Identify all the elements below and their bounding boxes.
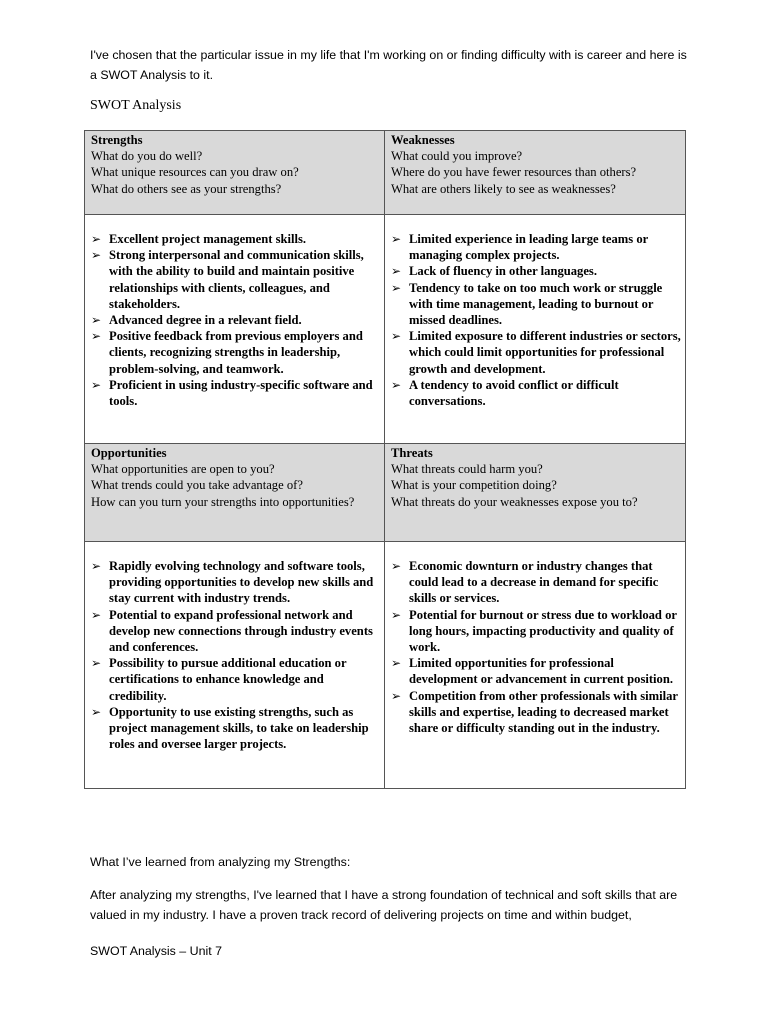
arrow-bullet-icon: ➢ — [391, 280, 402, 295]
swot-table — [84, 130, 686, 789]
arrow-bullet-icon: ➢ — [391, 656, 402, 671]
opportunities-question: What trends could you take advantage of? — [91, 478, 303, 493]
opportunities-header-cell — [85, 444, 385, 542]
intro-paragraph: I've chosen that the particular issue in my life that I'm working on or finding difficulty with is career and here is a SWOT Analysis to it. — [90, 48, 687, 82]
list-item: ➢ Opportunity to use existing strengths, such as project management skills, to take on leadership roles and oversee larger projects. — [91, 704, 369, 752]
opportunities-question: What opportunities are open to you? — [91, 462, 275, 477]
weaknesses-header-cell — [385, 131, 686, 215]
arrow-bullet-icon: ➢ — [91, 248, 102, 263]
list-item: ➢ Limited experience in leading large teams or managing complex projects. — [391, 232, 649, 263]
list-item: ➢ Positive feedback from previous employers and clients, recognizing strengths in leadership, problem-solving, and teamwork. — [91, 329, 363, 376]
arrow-bullet-icon: ➢ — [91, 313, 102, 328]
arrow-bullet-icon: ➢ — [91, 607, 102, 622]
arrow-bullet-icon: ➢ — [91, 232, 102, 246]
list-item: ➢ Possibility to pursue additional education or certifications to enhance knowledge and credibility. — [91, 656, 347, 703]
strengths-question: What do you do well? — [91, 149, 203, 164]
list-item: ➢ Advanced degree in a relevant field. — [91, 313, 302, 328]
list-item: ➢ Potential for burnout or stress due to workload or long hours, impacting productivity and quality of work. — [391, 607, 677, 655]
threats-header-cell — [385, 444, 686, 542]
weaknesses-question: What could you improve? — [391, 149, 523, 164]
list-item: ➢ Potential to expand professional network and develop new connections through industry events and conferences. — [91, 607, 373, 655]
opportunities-question: How can you turn your strengths into opportunities? — [91, 494, 355, 509]
list-item: ➢ Economic downturn or industry changes that could lead to a decrease in demand for specific skills or services. — [391, 559, 659, 606]
arrow-bullet-icon: ➢ — [91, 329, 102, 344]
list-item: ➢ Competition from other professionals with similar skills and expertise, leading to decreased market share or difficulty standing out in the industry. — [391, 688, 678, 736]
arrow-bullet-icon: ➢ — [391, 329, 402, 344]
list-item: ➢ Rapidly evolving technology and software tools, providing opportunities to develop new skills and stay current with industry trends. — [91, 559, 374, 606]
opportunities-items-cell — [85, 542, 385, 789]
strengths-question: What unique resources can you draw on? — [91, 165, 299, 180]
threats-question: What threats do your weaknesses expose you to? — [391, 494, 638, 509]
strengths-title: Strengths — [91, 133, 143, 147]
weaknesses-title: Weaknesses — [391, 133, 455, 147]
threats-title: Threats — [391, 446, 433, 460]
threats-items-cell — [385, 542, 686, 789]
arrow-bullet-icon: ➢ — [391, 607, 402, 622]
list-item: ➢ Limited opportunities for professional development or advancement in current position. — [391, 656, 673, 687]
threats-question: What is your competition doing? — [391, 478, 557, 493]
list-item: ➢ Lack of fluency in other languages. — [391, 264, 597, 279]
arrow-bullet-icon: ➢ — [391, 232, 402, 246]
list-item: ➢ Strong interpersonal and communication skills, with the ability to build and maintain positive relationships with clients, colleagues, and stakeholders. — [91, 248, 364, 311]
learned-heading: What I’ve learned from analyzing my Strengths: — [90, 855, 351, 869]
swot-heading: SWOT Analysis — [90, 98, 182, 113]
weaknesses-question: Where do you have fewer resources than others? — [391, 165, 637, 180]
list-item: ➢ Limited exposure to different industries or sectors, which could limit opportunities for professional growth and development. — [391, 329, 681, 376]
arrow-bullet-icon: ➢ — [91, 377, 102, 392]
list-item: ➢ A tendency to avoid conflict or difficult conversations. — [391, 377, 619, 409]
strengths-header-cell — [85, 131, 385, 215]
arrow-bullet-icon: ➢ — [391, 377, 402, 392]
weaknesses-question: What are others likely to see as weaknesses? — [391, 181, 616, 196]
arrow-bullet-icon: ➢ — [391, 559, 402, 573]
weaknesses-list — [391, 231, 681, 409]
list-item: ➢ Excellent project management skills. — [91, 232, 307, 246]
opportunities-title: Opportunities — [91, 446, 167, 460]
strengths-question: What do others see as your strengths? — [91, 181, 282, 196]
list-item: ➢ Proficient in using industry-specific software and tools. — [91, 377, 373, 409]
learned-paragraph: After analyzing my strengths, I've learned that I have a strong foundation of technical and soft skills that are valued in my industry. I have a proven track record of delivering projects on time and within budget, — [90, 888, 678, 922]
opportunities-list — [91, 558, 380, 752]
arrow-bullet-icon: ➢ — [91, 656, 102, 671]
threats-question: What threats could harm you? — [391, 462, 543, 477]
list-item: ➢ Tendency to take on too much work or struggle with time management, leading to burnout or missed deadlines. — [391, 280, 663, 328]
page-footer: SWOT Analysis – Unit 7 — [90, 944, 222, 958]
weaknesses-items-cell — [385, 215, 686, 444]
arrow-bullet-icon: ➢ — [391, 688, 402, 703]
arrow-bullet-icon: ➢ — [391, 264, 402, 279]
strengths-list — [91, 231, 380, 409]
strengths-items-cell — [85, 215, 385, 444]
arrow-bullet-icon: ➢ — [91, 559, 102, 573]
arrow-bullet-icon: ➢ — [91, 704, 102, 719]
threats-list — [391, 558, 681, 736]
